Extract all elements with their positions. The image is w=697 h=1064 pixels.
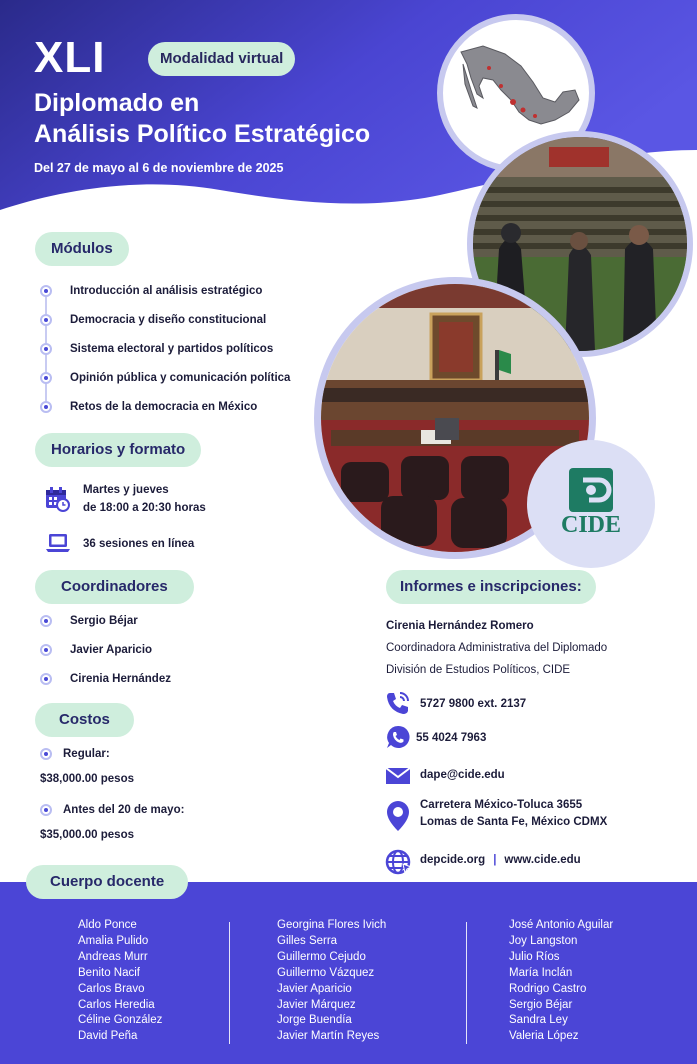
course-dates: Del 27 de mayo al 6 de noviembre de 2025 [34,161,284,175]
schedule-days: Martes y jueves [83,484,169,496]
faculty-name: Javier Aparicio [277,982,352,995]
faculty-name: David Peña [78,1030,138,1043]
contact-whatsapp[interactable]: 55 4024 7963 [416,732,487,744]
website-depcide[interactable]: depcide.org [420,854,486,866]
faculty-name: Carlos Heredia [78,998,155,1011]
cide-logo-badge [527,440,655,568]
bullet-icon [40,748,52,760]
location-pin-icon [385,800,411,832]
horarios-heading: Horarios y formato [35,433,201,467]
module-item: Retos de la democracia en México [70,401,258,413]
contact-name: Cirenia Hernández Romero [386,620,534,632]
module-item: Sistema electoral y partidos políticos [70,343,274,355]
website-cide[interactable]: www.cide.edu [504,854,581,866]
contact-email[interactable]: dape@cide.edu [420,769,505,781]
phone-icon [385,690,411,716]
address-line-2: Lomas de Santa Fe, México CDMX [420,816,608,828]
early-price: $35,000.00 pesos [40,829,134,841]
modulos-heading: Módulos [35,232,129,266]
faculty-name: Sandra Ley [509,1014,568,1027]
faculty-column-3 [509,918,613,1045]
page-title [34,88,370,150]
faculty-column-2 [277,918,386,1045]
faculty-name: Jorge Buendía [277,1014,352,1027]
faculty-name: Gilles Serra [277,934,338,947]
bullet-icon [40,285,52,297]
bullet-icon [40,615,52,627]
address-line-1: Carretera México-Toluca 3655 [420,799,583,811]
faculty-name: Guillermo Cejudo [277,950,366,963]
faculty-name: Georgina Flores Ivich [277,919,387,931]
faculty-name: Carlos Bravo [78,982,145,995]
faculty-name: Javier Márquez [277,998,356,1011]
module-item: Opinión pública y comunicación política [70,372,291,384]
coordinator-name: Javier Aparicio [70,644,153,656]
contact-phone[interactable]: 5727 9800 ext. 2137 [420,698,527,710]
faculty-name: Benito Nacif [78,966,141,979]
coordinator-name: Sergio Béjar [70,615,138,627]
title-line-2: Análisis Político Estratégico [34,120,371,148]
costos-heading: Costos [35,703,134,737]
contact-division: División de Estudios Políticos, CIDE [386,664,571,676]
faculty-column-1 [78,918,162,1045]
coordinadores-heading: Coordinadores [35,570,194,604]
bullet-icon [40,673,52,685]
calendar-icon [44,486,70,512]
column-divider [466,922,467,1044]
contact-role: Coordinadora Administrativa del Diplomado [386,642,608,654]
bullet-icon [40,343,52,355]
faculty-name: Valeria López [509,1030,579,1043]
faculty-name: Sergio Béjar [509,998,573,1011]
coordinator-name: Cirenia Hernández [70,673,171,685]
website-links [420,854,581,866]
module-item: Introducción al análisis estratégico [70,285,263,297]
bullet-icon [40,372,52,384]
regular-price: $38,000.00 pesos [40,773,134,785]
schedule-hours: de 18:00 a 20:30 horas [83,502,206,514]
title-line-1: Diplomado en [34,89,200,117]
sessions-count: 36 sesiones en línea [83,538,195,550]
column-divider [229,922,230,1044]
modality-badge: Modalidad virtual [148,42,295,76]
faculty-name: José Antonio Aguilar [509,919,614,931]
laptop-icon [45,533,71,553]
website-separator: | [493,854,497,866]
early-price-label: Antes del 20 de mayo: [63,804,185,816]
faculty-name: Céline González [78,1014,163,1027]
faculty-name: Julio Ríos [509,950,560,963]
regular-price-label: Regular: [63,748,110,760]
faculty-name: Javier Martín Reyes [277,1030,380,1043]
faculty-name: Rodrigo Castro [509,982,587,995]
faculty-name: Aldo Ponce [78,919,137,931]
faculty-name: Joy Langston [509,934,578,947]
docentes-heading: Cuerpo docente [26,865,188,899]
bullet-icon [40,314,52,326]
cide-logo-text: CIDE [560,512,621,538]
globe-icon [385,848,413,876]
faculty-name: Guillermo Vázquez [277,966,375,979]
bullet-icon [40,401,52,413]
email-icon [385,766,411,786]
whatsapp-icon [385,724,411,750]
informes-heading: Informes e inscripciones: [386,570,596,604]
edition-number: XLI [34,33,106,82]
bullet-icon [40,644,52,656]
module-item: Democracia y diseño constitucional [70,314,267,326]
bullet-icon [40,804,52,816]
faculty-name: Andreas Murr [78,950,148,963]
faculty-name: María Inclán [509,966,573,979]
faculty-name: Amalia Pulido [78,934,149,947]
